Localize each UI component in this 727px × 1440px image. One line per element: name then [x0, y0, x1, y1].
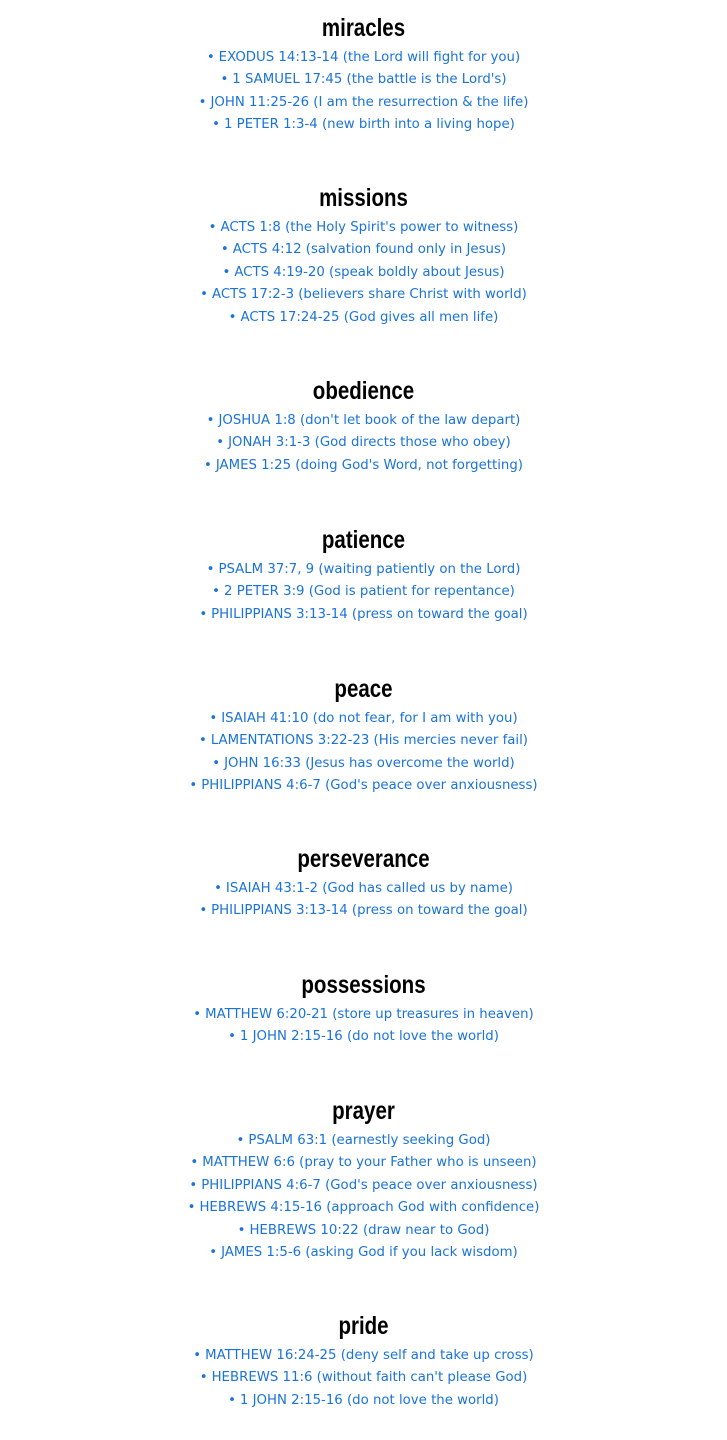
verse-link[interactable]: ISAIAH 41:10 (do not fear, for I am with you)	[221, 711, 518, 726]
topic-title: obedience	[312, 377, 415, 405]
bullet-icon: •	[199, 733, 207, 749]
verse-link[interactable]: JAMES 1:25 (doing God's Word, not forgetting)	[215, 457, 523, 473]
list-item	[0, 92, 727, 114]
verse-link[interactable]: JOSHUA 1:8 (don't let book of the law depart)	[218, 413, 521, 428]
list-item	[0, 1130, 727, 1152]
list-item	[0, 1367, 727, 1389]
bullet-icon: •	[209, 711, 218, 726]
topic-title: miracles	[321, 14, 406, 42]
list-item	[0, 878, 727, 900]
reference-list	[0, 1130, 727, 1264]
list-item	[0, 900, 727, 922]
list-item	[0, 1345, 727, 1367]
reference-list	[0, 1004, 727, 1049]
list-item	[0, 1390, 727, 1412]
verse-link[interactable]: JAMES 1:5-6 (asking God if you lack wisdom)	[221, 1244, 518, 1260]
list-item	[0, 581, 727, 603]
verse-link[interactable]: PSALM 63:1 (earnestly seeking God)	[248, 1133, 491, 1148]
list-item	[0, 1152, 727, 1174]
list-item	[0, 1197, 727, 1219]
bullet-icon: •	[187, 1200, 196, 1216]
list-item	[0, 284, 727, 306]
topic-title: possessions	[301, 971, 426, 999]
bullet-icon: •	[214, 881, 222, 896]
bullet-icon: •	[189, 778, 198, 794]
bullet-icon: •	[228, 1029, 236, 1045]
verse-link[interactable]: MATTHEW 6:20-21 (store up treasures in heaven)	[205, 1007, 534, 1022]
verse-link[interactable]: 1 PETER 1:3-4 (new birth into a living hope)	[224, 117, 515, 133]
list-item	[0, 708, 727, 730]
bullet-icon: •	[206, 562, 215, 577]
bullet-icon: •	[209, 1244, 218, 1260]
list-item	[0, 753, 727, 775]
verse-link[interactable]: EXODUS 14:13-14 (the Lord will fight for you)	[218, 50, 521, 65]
topic-possessions	[0, 969, 727, 1049]
bullet-icon: •	[190, 1155, 199, 1171]
bullet-icon: •	[220, 242, 229, 258]
topic-miracles	[0, 12, 727, 137]
reference-list	[0, 217, 727, 329]
bullet-icon: •	[212, 755, 221, 771]
bullet-icon: •	[236, 1133, 245, 1148]
list-item	[0, 1026, 727, 1048]
topic-missions	[0, 182, 727, 329]
verse-link[interactable]: HEBREWS 4:15-16 (approach God with confidence)	[199, 1200, 540, 1216]
verse-link[interactable]: MATTHEW 6:6 (pray to your Father who is unseen)	[202, 1155, 537, 1171]
reference-list	[0, 878, 727, 923]
verse-link[interactable]: 1 JOHN 2:15-16 (do not love the world)	[239, 1029, 499, 1045]
topic-perseverance	[0, 843, 727, 923]
verse-link[interactable]: ISAIAH 43:1-2 (God has called us by name)	[225, 881, 513, 896]
bullet-icon: •	[216, 435, 225, 451]
bullet-icon: •	[220, 72, 229, 88]
verse-link[interactable]: ACTS 4:12 (salvation found only in Jesus)	[232, 242, 507, 258]
list-item	[0, 1004, 727, 1026]
bullet-icon: •	[204, 457, 212, 473]
topic-obedience	[0, 375, 727, 477]
bullet-icon: •	[208, 220, 217, 235]
verse-link[interactable]: 1 SAMUEL 17:45 (the battle is the Lord's)	[232, 72, 507, 88]
verse-link[interactable]: PHILIPPIANS 3:13-14 (press on toward the goal)	[211, 606, 528, 622]
topic-title: perseverance	[297, 845, 430, 873]
list-item	[0, 775, 727, 797]
list-item	[0, 239, 727, 261]
reference-list	[0, 708, 727, 798]
reference-list	[0, 47, 727, 137]
verse-link[interactable]: HEBREWS 10:22 (draw near to God)	[249, 1222, 490, 1238]
verse-link[interactable]: JOHN 16:33 (Jesus has overcome the world)	[224, 755, 515, 771]
topic-title: pride	[338, 1312, 389, 1340]
verse-link[interactable]: PHILIPPIANS 4:6-7 (God's peace over anxiousness)	[201, 778, 538, 794]
list-item	[0, 69, 727, 91]
reference-list	[0, 410, 727, 477]
topic-title: patience	[321, 526, 406, 554]
reference-list	[0, 559, 727, 626]
topic-title: missions	[319, 184, 408, 212]
bullet-icon: •	[199, 606, 208, 622]
bullet-icon: •	[193, 1348, 202, 1363]
list-item	[0, 559, 727, 581]
verse-link[interactable]: PSALM 37:7, 9 (waiting patiently on the Lord)	[218, 562, 521, 577]
reference-list	[0, 1345, 727, 1412]
bullet-icon: •	[237, 1222, 246, 1238]
verse-link[interactable]: ACTS 17:24-25 (God gives all men life)	[240, 309, 499, 325]
verse-link[interactable]: PHILIPPIANS 4:6-7 (God's peace over anxiousness)	[201, 1177, 538, 1193]
list-item	[0, 47, 727, 69]
list-item	[0, 1242, 727, 1264]
list-item	[0, 262, 727, 284]
bullet-icon: •	[222, 264, 231, 280]
verse-link[interactable]: LAMENTATIONS 3:22-23 (His mercies never fail)	[210, 733, 528, 749]
list-item	[0, 410, 727, 432]
list-item	[0, 455, 727, 477]
list-item	[0, 307, 727, 329]
bullet-icon: •	[228, 309, 237, 325]
topic-title: prayer	[332, 1097, 395, 1125]
topic-peace	[0, 673, 727, 798]
bullet-icon: •	[212, 117, 220, 133]
bullet-icon: •	[199, 903, 208, 919]
verse-link[interactable]: MATTHEW 16:24-25 (deny self and take up cross)	[205, 1348, 534, 1363]
bullet-icon: •	[200, 287, 208, 303]
bullet-icon: •	[212, 584, 221, 600]
list-item	[0, 1220, 727, 1242]
topic-prayer	[0, 1095, 727, 1264]
list-item	[0, 730, 727, 752]
bullet-icon: •	[193, 1007, 202, 1022]
verse-link[interactable]: JONAH 3:1-3 (God directs those who obey)	[228, 435, 511, 451]
verse-link[interactable]: ACTS 17:2-3 (believers share Christ with world)	[211, 287, 527, 303]
bullet-icon: •	[189, 1177, 198, 1193]
list-item	[0, 217, 727, 239]
list-item	[0, 1175, 727, 1197]
topic-patience	[0, 524, 727, 626]
verse-link[interactable]: ACTS 1:8 (the Holy Spirit's power to witness)	[220, 220, 519, 235]
verse-link[interactable]: ACTS 4:19-20 (speak boldly about Jesus)	[234, 264, 505, 280]
verse-link[interactable]: 1 JOHN 2:15-16 (do not love the world)	[239, 1392, 499, 1408]
list-item	[0, 432, 727, 454]
list-item	[0, 604, 727, 626]
list-item	[0, 114, 727, 136]
verse-link[interactable]: JOHN 11:25-26 (I am the resurrection & the life)	[210, 94, 529, 110]
verse-link[interactable]: HEBREWS 11:6 (without faith can't please God)	[211, 1370, 528, 1386]
verse-link[interactable]: 2 PETER 3:9 (God is patient for repentance)	[224, 584, 515, 600]
bullet-icon: •	[206, 413, 215, 428]
bullet-icon: •	[228, 1392, 236, 1408]
verse-link[interactable]: PHILIPPIANS 3:13-14 (press on toward the goal)	[211, 903, 528, 919]
topic-pride	[0, 1310, 727, 1412]
bullet-icon: •	[206, 50, 215, 65]
bullet-icon: •	[199, 1370, 208, 1386]
topic-title: peace	[334, 675, 393, 703]
bullet-icon: •	[198, 94, 207, 110]
